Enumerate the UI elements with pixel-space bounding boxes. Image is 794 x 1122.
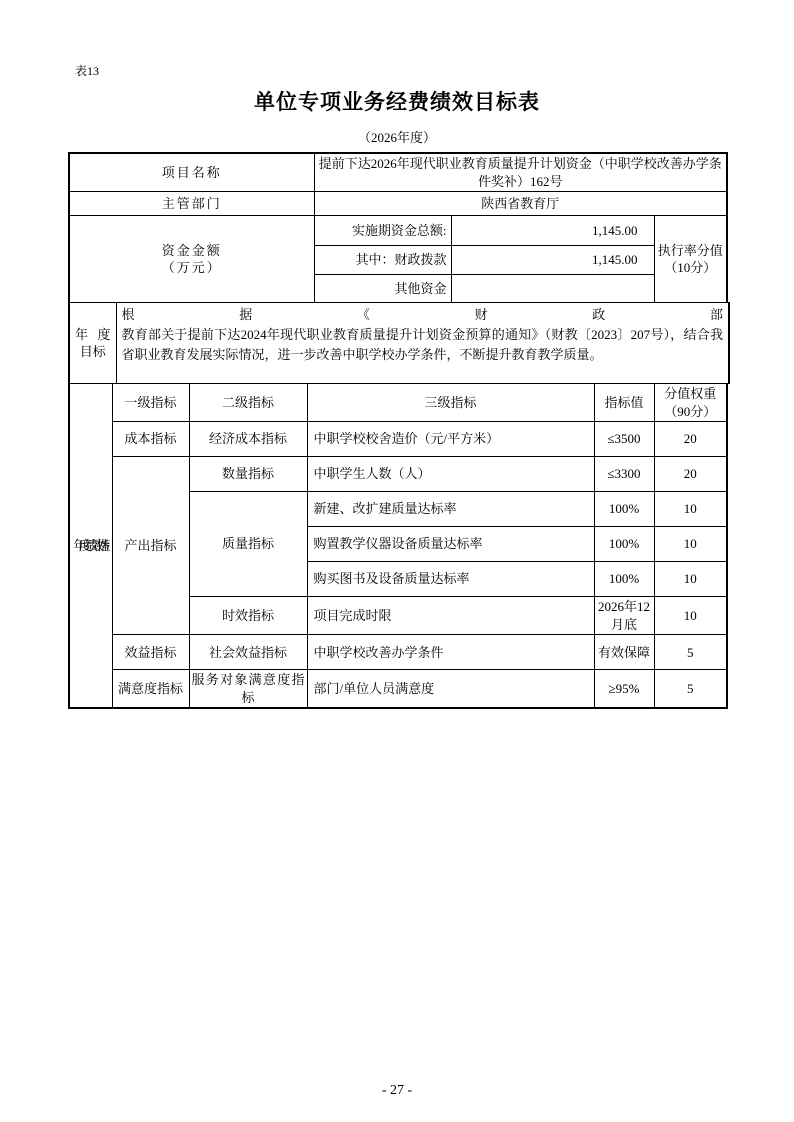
indicators-table xyxy=(68,383,728,709)
level2-quality: 质量指标 xyxy=(189,492,307,597)
page-number: - 27 - xyxy=(381,1083,413,1098)
fiscal-allocation-value: 1,145.00 xyxy=(451,246,654,275)
weight-books-quality: 10 xyxy=(654,562,727,597)
other-funds-value xyxy=(451,275,654,303)
performance-target-table xyxy=(68,152,728,709)
weight-school-conditions: 5 xyxy=(654,635,727,670)
department-label: 主管部门 xyxy=(69,192,314,216)
level3-building-cost: 中职学校校舍造价（元/平方米） xyxy=(307,422,594,457)
value-books-quality: 100% xyxy=(594,562,654,597)
header-level1: 一级指标 xyxy=(112,384,189,422)
level1-cost: 成本指标 xyxy=(112,422,189,457)
funds-amount-label-line2: （万元） xyxy=(161,260,222,276)
weight-construction-quality: 10 xyxy=(654,492,727,527)
annual-goal-first-line: 根据《财政部 xyxy=(121,307,723,323)
level3-student-count: 中职学生人数（人） xyxy=(307,457,594,492)
level3-books-quality: 购买图书及设备质量达标率 xyxy=(307,562,594,597)
table-number-label: 表13 xyxy=(75,64,100,78)
fiscal-allocation-label: 其中：财政拨款 xyxy=(314,246,451,275)
value-completion-deadline: 2026年12月底 xyxy=(594,597,654,635)
annual-goal-label xyxy=(69,303,116,384)
table-row xyxy=(69,635,727,670)
annual-goal-body: 教育部关于提前下达2024年现代职业教育质量提升计划资金预算的通知》（财教〔2023〕207号），结合我省职业教育发展实际情况，进一步改善中职学校办学条件，不断提升教育教学质量。 xyxy=(121,327,723,363)
level2-social-benefit: 社会效益指标 xyxy=(189,635,307,670)
value-school-conditions: 有效保障 xyxy=(594,635,654,670)
level1-benefit: 效益指标 xyxy=(112,635,189,670)
total-funds-value: 1,145.00 xyxy=(451,216,654,246)
level3-construction-quality: 新建、改扩建质量达标率 xyxy=(307,492,594,527)
value-construction-quality: 100% xyxy=(594,492,654,527)
weight-building-cost: 20 xyxy=(654,422,727,457)
weight-completion-deadline: 10 xyxy=(654,597,727,635)
level2-service-satisfaction: 服务对象满意度指标 xyxy=(189,670,307,709)
value-equipment-quality: 100% xyxy=(594,527,654,562)
header-indicator-value: 指标值 xyxy=(594,384,654,422)
annual-goal-label-text: 年度目标 xyxy=(75,326,111,360)
header-score-weight: 分值权重（90分） xyxy=(654,384,727,422)
header-level2: 二级指标 xyxy=(189,384,307,422)
level2-quantity: 数量指标 xyxy=(189,457,307,492)
annual-goal-content xyxy=(116,303,729,384)
execution-rate-score-label: 执行率分值（10分） xyxy=(654,216,727,303)
value-personnel-satisfaction: ≥95% xyxy=(594,670,654,709)
annual-goal-table xyxy=(68,302,730,384)
weight-equipment-quality: 10 xyxy=(654,527,727,562)
level3-completion-deadline: 项目完成时限 xyxy=(307,597,594,635)
level3-personnel-satisfaction: 部门/单位人员满意度 xyxy=(307,670,594,709)
level3-school-conditions: 中职学校改善办学条件 xyxy=(307,635,594,670)
project-name-value: 提前下达2026年现代职业教育质量提升计划资金（中职学校改善办学条件奖补）162号 xyxy=(314,153,727,192)
table-row xyxy=(69,457,727,492)
page-title: 单位专项业务经费绩效目标表 xyxy=(254,91,540,114)
project-info-table xyxy=(68,152,728,303)
project-name-label: 项目名称 xyxy=(69,153,314,192)
page-subtitle: （2026年度） xyxy=(357,130,436,145)
funds-amount-label xyxy=(69,216,314,303)
department-value: 陕西省教育厅 xyxy=(314,192,727,216)
level1-output: 产出指标 xyxy=(112,457,189,635)
level2-economic-cost: 经济成本指标 xyxy=(189,422,307,457)
header-level3: 三级指标 xyxy=(307,384,594,422)
value-building-cost: ≤3500 xyxy=(594,422,654,457)
table-row xyxy=(69,670,727,709)
other-funds-label: 其他资金 xyxy=(314,275,451,303)
funds-amount-label-line1: 资金金额 xyxy=(161,242,222,258)
level1-satisfaction: 满意度指标 xyxy=(112,670,189,709)
weight-student-count: 20 xyxy=(654,457,727,492)
level3-equipment-quality: 购置教学仪器设备质量达标率 xyxy=(307,527,594,562)
total-funds-label: 实施期资金总额: xyxy=(314,216,451,246)
table-row xyxy=(69,422,727,457)
level2-timeliness: 时效指标 xyxy=(189,597,307,635)
value-student-count: ≤3300 xyxy=(594,457,654,492)
annual-performance-indicator-side-label xyxy=(69,384,112,709)
weight-personnel-satisfaction: 5 xyxy=(654,670,727,709)
annual-performance-indicator-side-label-text: 年度绩效指标 xyxy=(73,537,109,553)
